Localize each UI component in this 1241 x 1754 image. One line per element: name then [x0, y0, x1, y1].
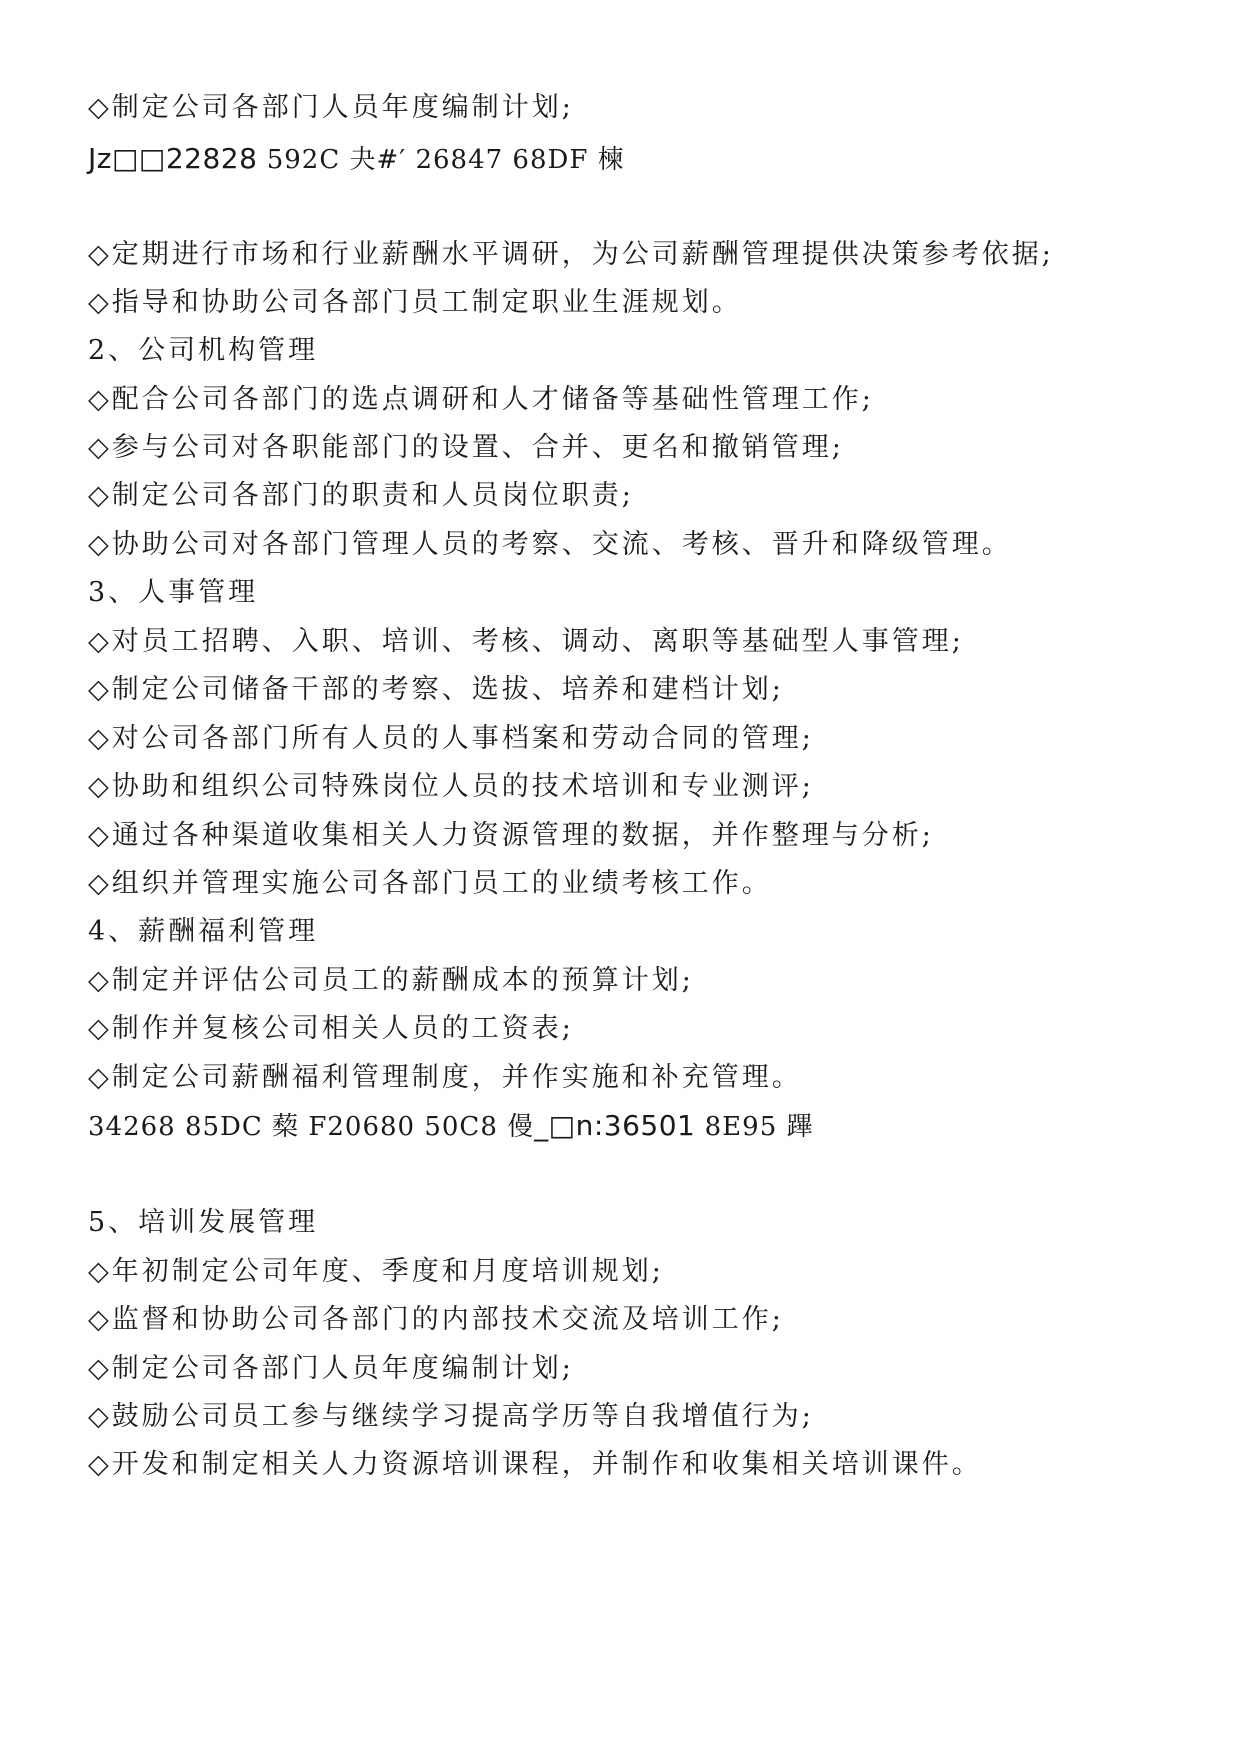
bullet-line: ◇制定公司储备干部的考察、选拔、培养和建档计划;	[88, 674, 784, 705]
section-heading: 4、薪酬福利管理	[88, 916, 319, 947]
bullet-line: ◇鼓励公司员工参与继续学习提高学历等自我增值行为;	[88, 1401, 814, 1432]
bullet-line: ◇开发和制定相关人力资源培训课程，并制作和收集相关培训课件。	[88, 1449, 982, 1480]
garbled-fragment: _□n:36501	[534, 1109, 696, 1142]
bullet-line: ◇对员工招聘、入职、培训、考核、调动、离职等基础型人事管理;	[88, 626, 964, 657]
bullet-line: ◇组织并管理实施公司各部门员工的业绩考核工作。	[88, 868, 772, 899]
bullet-line: ◇指导和协助公司各部门员工制定职业生涯规划。	[88, 287, 742, 318]
bullet-line: ◇制定公司薪酬福利管理制度，并作实施和补充管理。	[88, 1062, 802, 1093]
bullet-line: ◇通过各种渠道收集相关人力资源管理的数据，并作整理与分析;	[88, 820, 934, 851]
section-heading: 5、培训发展管理	[88, 1207, 319, 1238]
section-heading: 3、人事管理	[88, 577, 259, 608]
bullet-line: ◇参与公司对各职能部门的设置、合并、更名和撤销管理;	[88, 432, 844, 463]
bullet-line: ◇监督和协助公司各部门的内部技术交流及培训工作;	[88, 1304, 784, 1335]
section-heading: 2、公司机构管理	[88, 335, 319, 366]
bullet-line: ◇定期进行市场和行业薪酬水平调研，为公司薪酬管理提供决策参考依据;	[88, 239, 1054, 270]
bullet-line: ◇配合公司各部门的选点调研和人才储备等基础性管理工作;	[88, 384, 874, 415]
bullet-line: ◇制定公司各部门的职责和人员岗位职责;	[88, 480, 634, 511]
garbled-fragment: 592C 夬#′ 26847 68DF 楝	[257, 145, 625, 175]
bullet-line: ◇年初制定公司年度、季度和月度培训规划;	[88, 1256, 664, 1287]
garbled-text-line	[88, 142, 625, 177]
bullet-line: ◇制定公司各部门人员年度编制计划;	[88, 92, 574, 123]
bullet-line: ◇制作并复核公司相关人员的工资表;	[88, 1013, 574, 1044]
bullet-line: ◇制定并评估公司员工的薪酬成本的预算计划;	[88, 965, 694, 996]
garbled-fragment: Jz□□22828	[88, 142, 258, 175]
bullet-line: ◇对公司各部门所有人员的人事档案和劳动合同的管理;	[88, 723, 814, 754]
bullet-line: ◇制定公司各部门人员年度编制计划;	[88, 1353, 574, 1384]
bullet-line: ◇协助和组织公司特殊岗位人员的技术培训和专业测评;	[88, 771, 814, 802]
garbled-fragment: 34268 85DC 蔾 F20680 50C8 僈	[88, 1112, 535, 1142]
garbled-text-line	[88, 1109, 814, 1144]
garbled-fragment: 8E95 蹕	[695, 1112, 814, 1142]
bullet-line: ◇协助公司对各部门管理人员的考察、交流、考核、晋升和降级管理。	[88, 529, 1012, 560]
